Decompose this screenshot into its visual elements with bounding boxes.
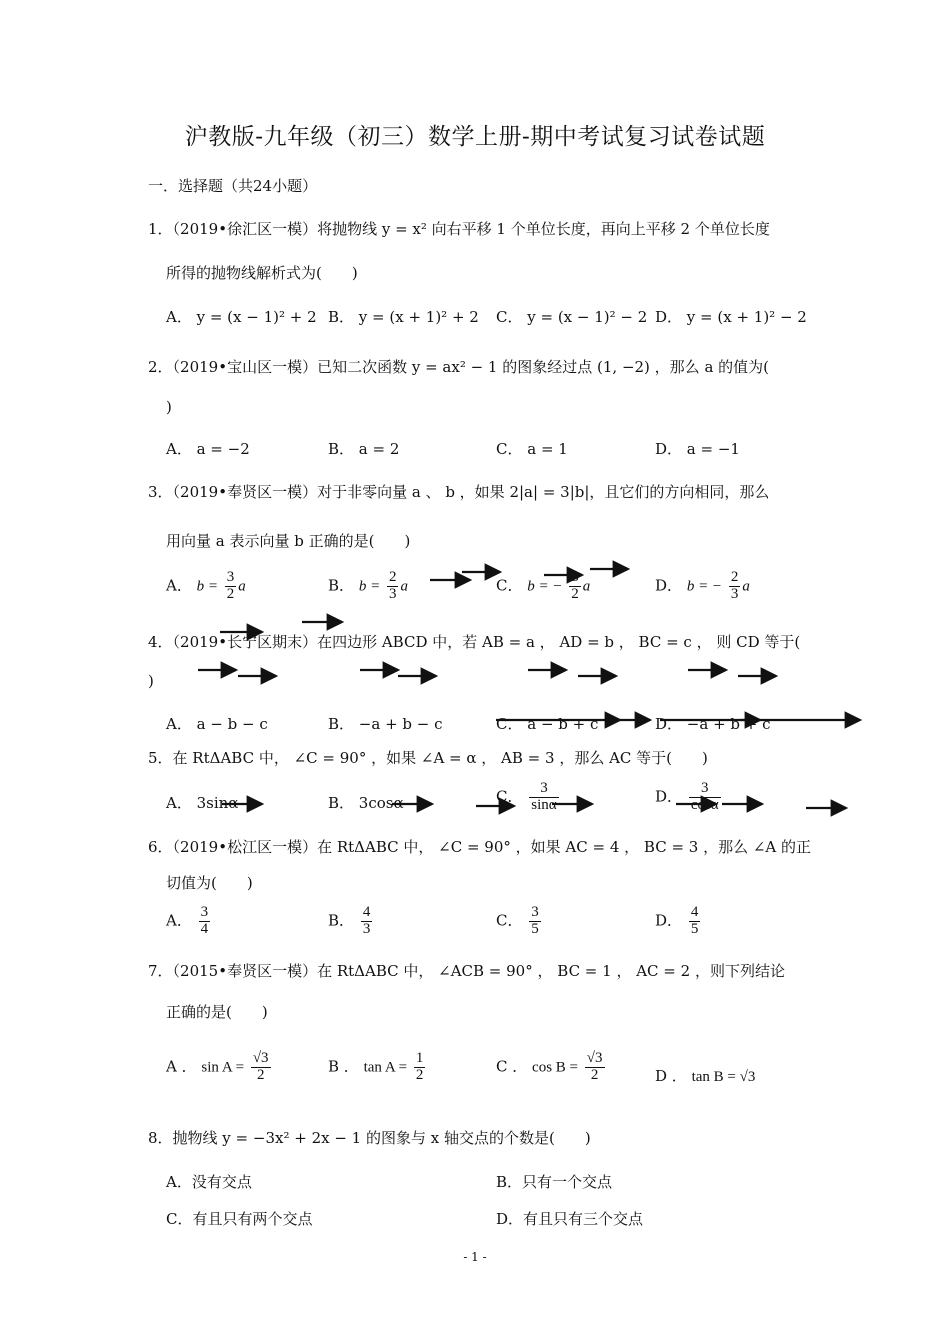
q7-option-c: C ． cos B = $\frac{√3}{2}$ <box>496 1050 603 1083</box>
q5-stem-line1: 5．在 RtΔABC 中， ∠C = 90° ，如果 ∠A = α ， AB = 3 ，那么 AC 等于( ) <box>148 749 708 767</box>
q1-option-a: A． y = (x − 1)² + 2 <box>166 308 317 326</box>
q3-option-d: D． b = − $\frac{2}{3}$ a <box>655 569 750 602</box>
q4-option-c: C． a − b + c <box>496 715 599 733</box>
q4-option-d: D． −a + b + c <box>655 715 771 733</box>
q6-option-b: B． $\frac{4}{3}$ <box>328 904 371 937</box>
q4-stem-line2: ) <box>148 672 154 690</box>
q5-option-b: B． 3cosα <box>328 794 404 812</box>
q5-option-d: D． $\frac{3}{\cos\alpha}$ <box>655 780 719 813</box>
q3-option-b: B． b = $\frac{2}{3}$ a <box>328 569 408 602</box>
q7-option-a: A ． sin A = $\frac{√3}{2}$ <box>166 1050 269 1083</box>
q7-option-d: D ． tan B = √3 <box>655 1067 756 1085</box>
q6-option-a: A． $\frac{3}{4}$ <box>166 904 209 937</box>
q4-stem-line1: 4．（2019•长宁区期末）在四边形 ABCD 中，若 AB = a ， AD = b ， BC = c ， 则 CD 等于( <box>148 633 801 651</box>
q2-option-d: D． a = −1 <box>655 440 740 458</box>
q8-stem-line1: 8．抛物线 y = −3x² + 2x − 1 的图象与 x 轴交点的个数是( ) <box>148 1129 591 1147</box>
q8-option-a: A．没有交点 <box>166 1173 252 1191</box>
q7-option-b: B ． tan A = $\frac{1}{2}$ <box>328 1050 424 1083</box>
q2-stem-line1: 2．（2019•宝山区一模）已知二次函数 y = ax² − 1 的图象经过点 (1, −2) ，那么 a 的值为( <box>148 358 770 376</box>
q3-stem-line2: 用向量 a 表示向量 b 正确的是( ) <box>166 532 411 550</box>
q3-option-c: C． b = − $\frac{3}{2}$ a <box>496 569 591 602</box>
q4-option-b: B． −a + b − c <box>328 715 443 733</box>
q1-stem-line2: 所得的抛物线解析式为( ) <box>166 264 358 282</box>
q1-option-d: D． y = (x + 1)² − 2 <box>655 308 807 326</box>
q3-stem-line1: 3．（2019•奉贤区一模）对于非零向量 a 、 b ，如果 2|a| = 3|b|，且它们的方向相同，那么 <box>148 483 770 501</box>
q3-option-a: A． b = $\frac{3}{2}$ a <box>166 569 246 602</box>
q1-option-c: C． y = (x − 1)² − 2 <box>496 308 648 326</box>
q5-option-a: A． 3sinα <box>166 794 239 812</box>
q7-stem-line2: 正确的是( ) <box>166 1003 268 1021</box>
section-heading: 一．选择题（共24小题） <box>148 177 318 195</box>
q2-option-a: A． a = −2 <box>166 440 250 458</box>
page-number: - 1 - <box>463 1250 487 1264</box>
page-title: 沪教版-九年级（初三）数学上册-期中考试复习试卷试题 <box>184 124 766 150</box>
q6-option-d: D． $\frac{4}{5}$ <box>655 904 699 937</box>
q1-option-b: B． y = (x + 1)² + 2 <box>328 308 479 326</box>
q2-option-c: C． a = 1 <box>496 440 568 458</box>
q4-option-a: A． a − b − c <box>166 715 268 733</box>
q7-stem-line1: 7．（2015•奉贤区一模）在 RtΔABC 中， ∠ACB = 90° ， BC = 1 ， AC = 2 ，则下列结论 <box>148 962 785 980</box>
q2-stem-line2: ) <box>166 398 172 416</box>
q6-stem-line2: 切值为( ) <box>166 874 253 892</box>
q8-option-c: C．有且只有两个交点 <box>166 1210 313 1228</box>
q6-stem-line1: 6．（2019•松江区一模）在 RtΔABC 中， ∠C = 90° ，如果 AC = 4 ， BC = 3 ，那么 ∠A 的正 <box>148 838 812 856</box>
q1-stem-line1: 1．（2019•徐汇区一模）将抛物线 y = x² 向右平移 1 个单位长度，再向上平移 2 个单位长度 <box>148 220 770 238</box>
q6-option-c: C． $\frac{3}{5}$ <box>496 904 539 937</box>
q8-option-d: D．有且只有三个交点 <box>496 1210 644 1228</box>
q5-option-c: C． $\frac{3}{\sin\alpha}$ <box>496 780 557 813</box>
q2-option-b: B． a = 2 <box>328 440 400 458</box>
q8-option-b: B．只有一个交点 <box>496 1173 613 1191</box>
